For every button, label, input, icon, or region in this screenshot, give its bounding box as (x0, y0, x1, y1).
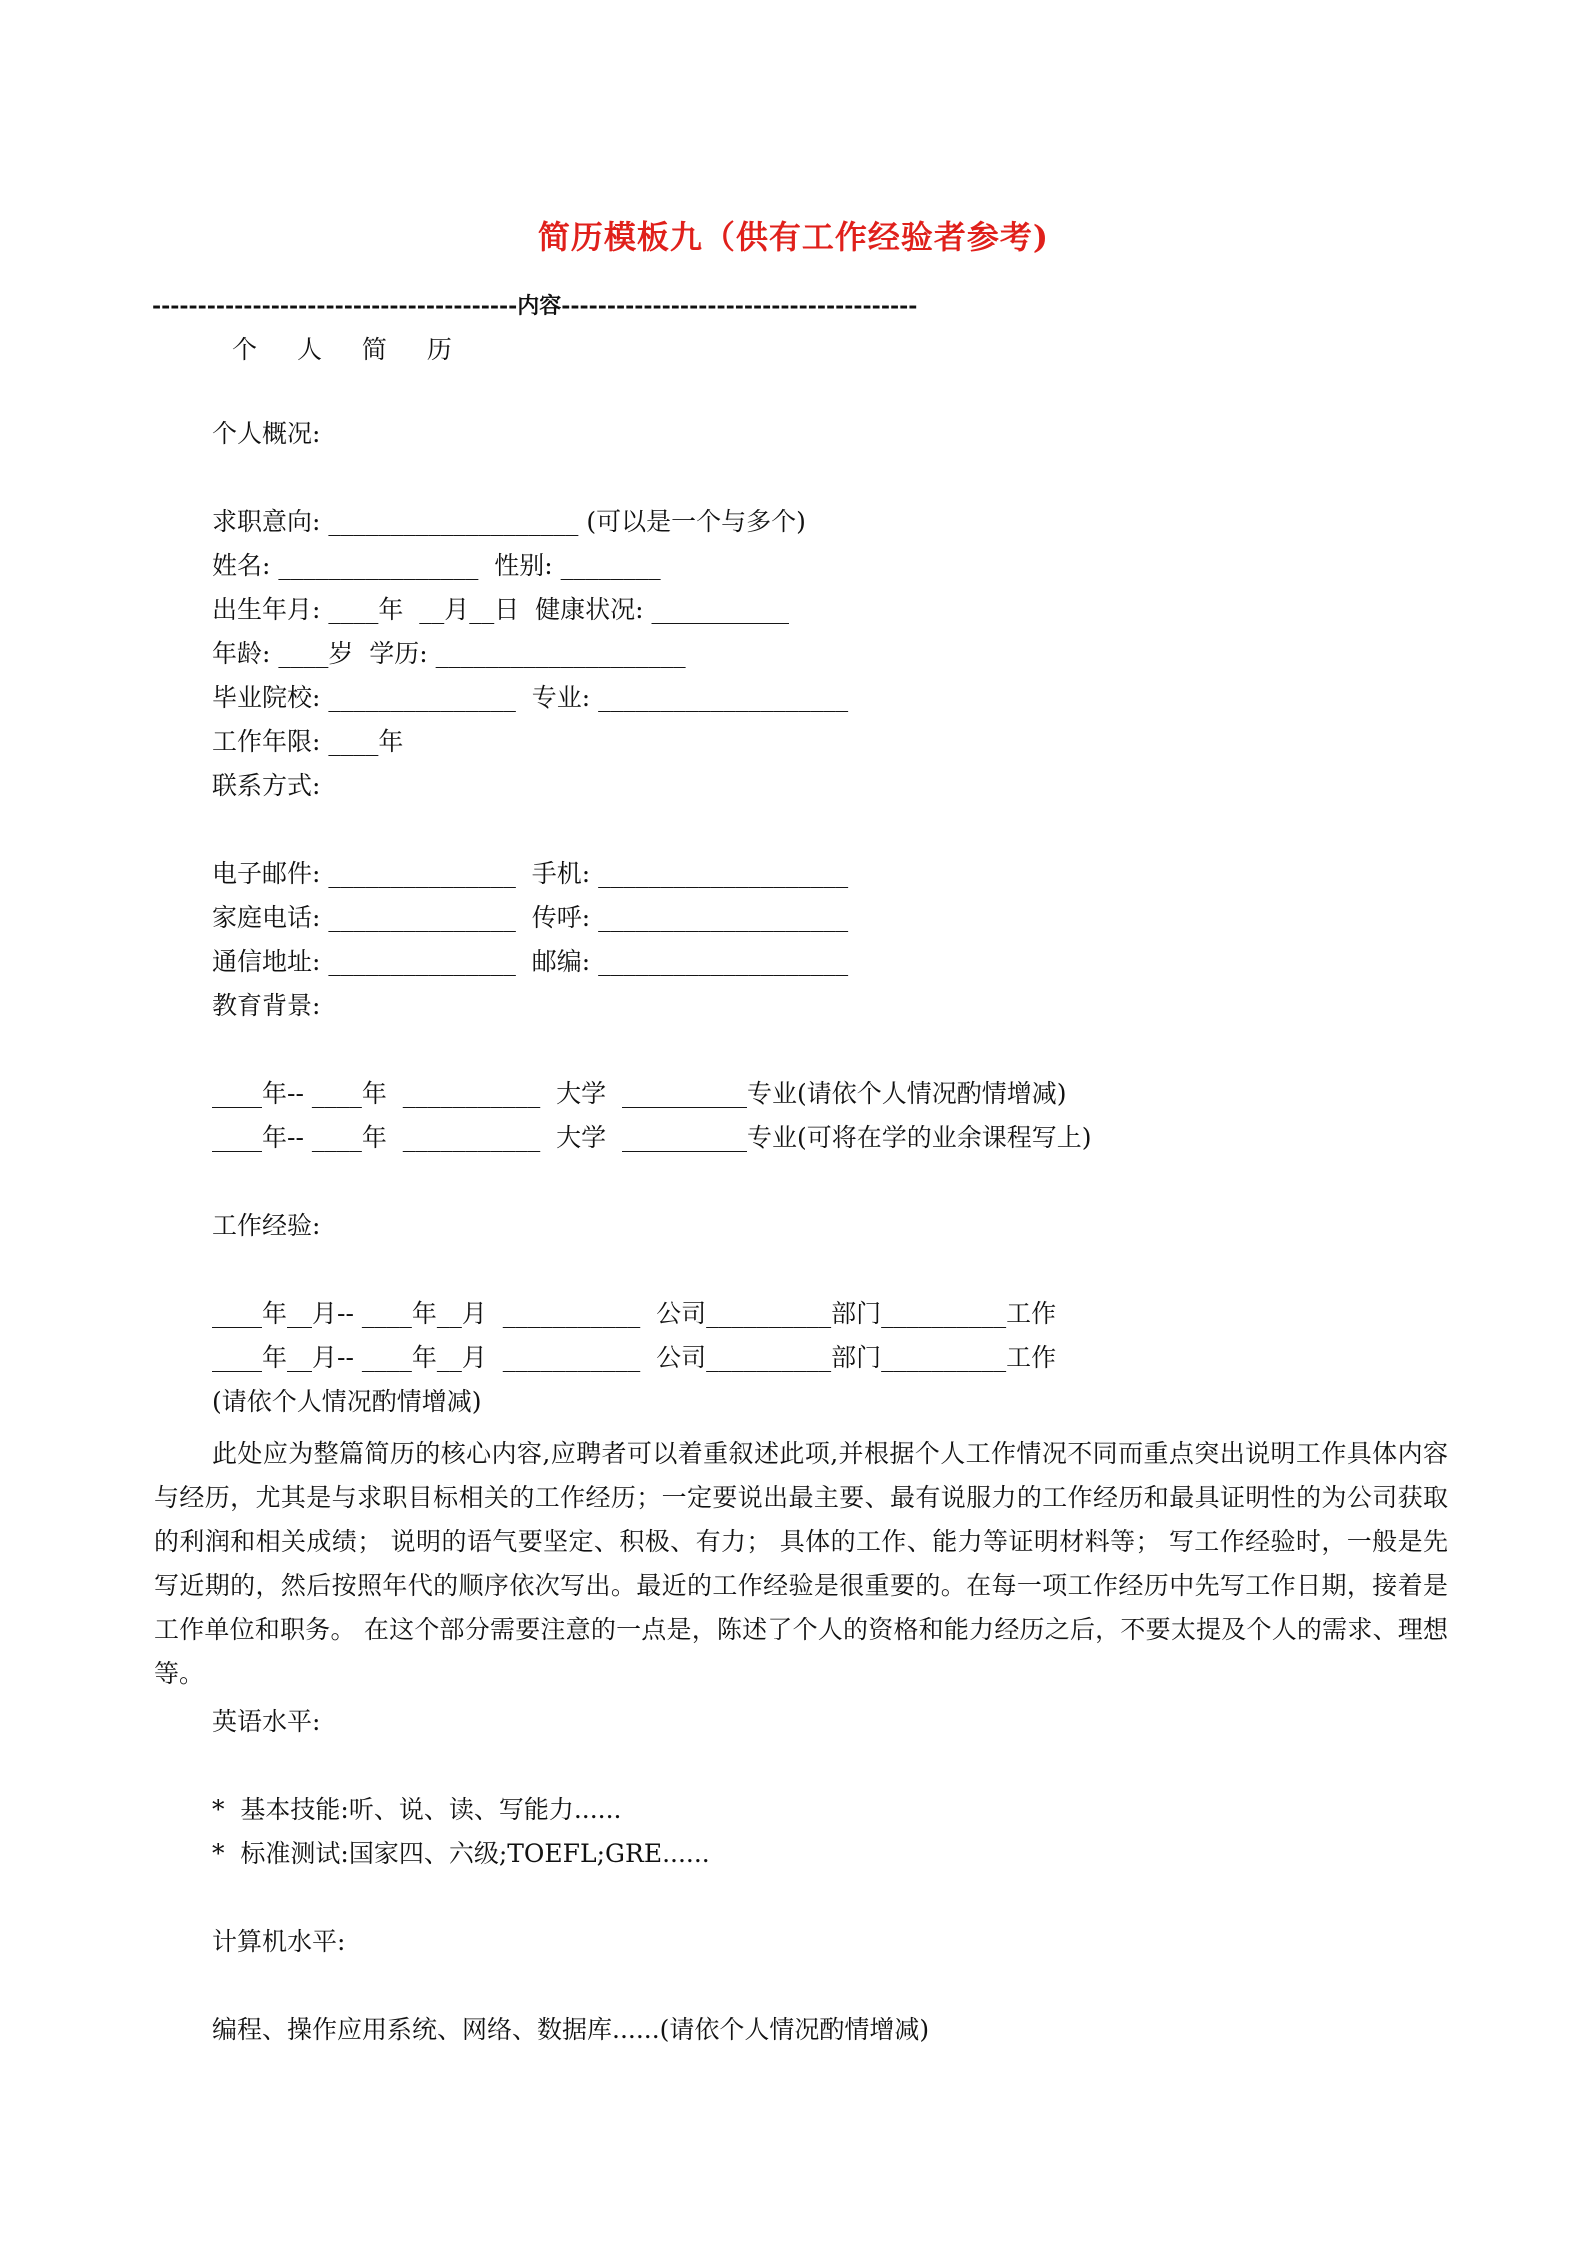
field-name-gender: 姓名: ________________ 性别: ________ (212, 551, 661, 580)
work-row: ____年__月-- ____年__月 ___________ 公司__________部门__________工作 (212, 1343, 1057, 1372)
page-title: 简历模板九（供有工作经验者参考) (537, 218, 1050, 256)
work-note: (请依个人情况酌情增减) (212, 1387, 482, 1416)
field-school-major: 毕业院校: _______________ 专业: ____________________ (212, 683, 849, 712)
section-overview: 个人概况: (212, 419, 321, 448)
work-row: ____年__月-- ____年__月 ___________ 公司__________部门__________工作 (212, 1299, 1057, 1328)
section-computer: 计算机水平: (212, 1927, 346, 1956)
content-divider: ----------------------------------------内容--------------------------------------- (152, 293, 918, 319)
education-row: ____年-- ____年 ___________ 大学 __________专业(请依个人情况酌情增减) (212, 1079, 1067, 1108)
field-job-intent: 求职意向: ____________________ (可以是一个与多个) (212, 507, 806, 536)
work-description: 此处应为整篇简历的核心内容,应聘者可以着重叙述此项,并根据个人工作情况不同而重点突出说明工作具体内容与经历，尤其是与求职目标相关的工作经历；一定要说出最主要、最有说服力的工作经历和最具证明性的为公司获取的利润和相关成绩； 说明的语气要坚定、积极、有力； 具体的工作、能力等证明材料等； 写工作经验时，一般是先写近期的，然后按照年代的顺序依次写出。最近的工作经验是很重要的。在每一项工作经历中先写工作日期，接着是工作单位和职务。 在这个部分需要注意的一点是，陈述了个人的资格和能力经历之后，不要太提及个人的需求、理想等。 (154, 1439, 1448, 1688)
education-row: ____年-- ____年 ___________ 大学 __________专业(可将在学的业余课程写上) (212, 1123, 1092, 1152)
field-birth-health: 出生年月: ____年 __月__日 健康状况: ___________ (212, 595, 790, 624)
section-education: 教育背景: (212, 991, 321, 1020)
field-home-pager: 家庭电话: _______________ 传呼: ____________________ (212, 903, 849, 932)
computer-detail: 编程、操作应用系统、网络、数据库......(请依个人情况酌情增减) (212, 2015, 930, 2044)
field-age-education: 年龄: ____岁 学历: ____________________ (212, 639, 686, 668)
english-skill: * 基本技能:听、说、读、写能力...... (212, 1795, 622, 1824)
resume-heading: 个 人 简 历 (232, 335, 468, 364)
section-work-experience: 工作经验: (212, 1211, 321, 1240)
english-test: * 标准测试:国家四、六级;TOEFL;GRE...... (212, 1839, 710, 1868)
section-contact: 联系方式: (212, 771, 321, 800)
field-work-years: 工作年限: ____年 (212, 727, 404, 756)
field-address-zip: 通信地址: _______________ 邮编: ____________________ (212, 947, 849, 976)
section-english: 英语水平: (212, 1707, 321, 1736)
field-email-mobile: 电子邮件: _______________ 手机: ____________________ (212, 859, 849, 888)
